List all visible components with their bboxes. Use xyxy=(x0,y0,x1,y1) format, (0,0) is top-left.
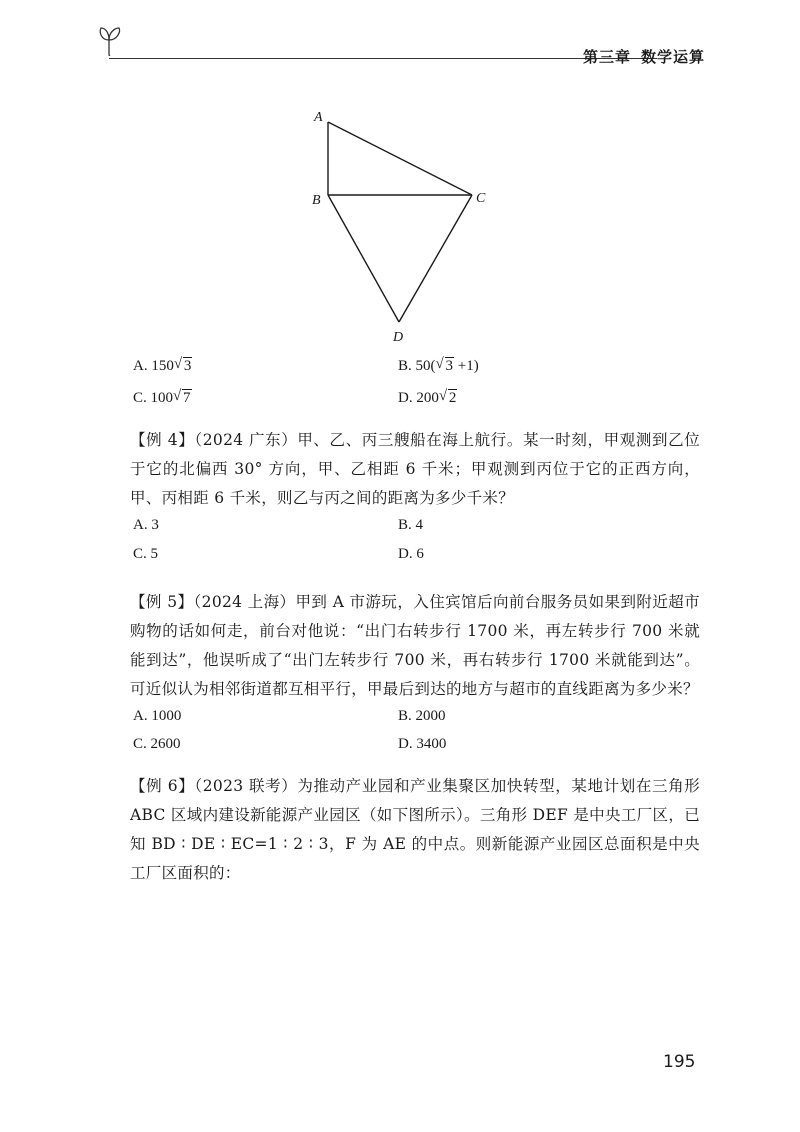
label-a: A xyxy=(314,110,323,125)
figure-lines xyxy=(328,122,472,322)
segment-ac xyxy=(328,122,472,195)
segment-cd xyxy=(399,195,472,322)
ex4-option-b: B. 4 xyxy=(398,517,424,533)
option-d-radicand: 2 xyxy=(448,390,457,406)
chapter-title: 数学运算 xyxy=(640,48,705,66)
page-header xyxy=(95,18,705,66)
example-6-tag: 【例 6】 xyxy=(130,777,195,795)
example-4-body: （2024 广东）甲、乙、丙三艘船在海上航行。某一时刻，甲观测到乙位于它的北偏西 30° 方向，甲、乙相距 6 千米；甲观测到丙位于它的正西方向，甲、丙相距 6 千米，则乙与丙之间的距离为多少千米？ xyxy=(130,431,700,507)
sprout-icon xyxy=(95,18,125,56)
page-number: 195 xyxy=(663,1052,696,1072)
example-6-body: （2023 联考）为推动产业园和产业集聚区加快转型，某地计划在三角形 ABC 区域内建设新能源产业园区（如下图所示）。三角形 DEF 是中央工厂区，已知 BD ∶ DE ∶ EC=1 ∶ 2 ∶ 3，F 为 AE 的中点。则新能源产业园区总面积是中央工厂区面积的： xyxy=(130,777,700,882)
chapter-heading xyxy=(573,46,705,67)
example-5-body: （2024 上海）甲到 A 市游玩，入住宾馆后向前台服务员如果到附近超市购物的话如何走，前台对他说：“出门右转步行 1700 米，再左转步行 700 米就能到达”，他误听成了“出门左转步行 700 米，再右转步行 1700 米就能到达”。可近似认为相邻街道都互相平行，甲最后到达的地方与超市的直线距离为多少米？ xyxy=(130,593,700,698)
ex5-option-b: B. 2000 xyxy=(398,708,446,724)
geometry-figure xyxy=(300,105,500,350)
ex5-option-a: A. 1000 xyxy=(133,708,182,724)
example-6-text xyxy=(130,772,700,888)
label-b: B xyxy=(312,193,321,208)
label-d: D xyxy=(393,330,404,345)
example-5-text xyxy=(130,588,700,704)
sqrt-symbol: √ 2 xyxy=(438,388,457,406)
option-c-radicand: 7 xyxy=(183,390,191,406)
ex5-option-d: D. 3400 xyxy=(398,736,447,752)
sqrt-symbol: √ 3 xyxy=(435,356,453,374)
label-c: C xyxy=(476,191,486,206)
option-b-suffix: +1) xyxy=(454,358,479,374)
segment-bd xyxy=(328,195,399,322)
option-a xyxy=(133,358,192,375)
sqrt-symbol: √ 3 xyxy=(173,356,192,374)
ex5-option-c: C. 2600 xyxy=(133,736,181,752)
chapter-number: 第三章 xyxy=(582,48,631,66)
option-c xyxy=(133,390,192,407)
option-c-prefix: C. 100 xyxy=(133,390,174,406)
option-a-prefix: A. 150 xyxy=(133,358,174,374)
option-b xyxy=(398,358,479,375)
sqrt-symbol: √ 7 xyxy=(173,388,191,406)
option-d xyxy=(398,390,457,407)
option-b-prefix: B. 50( xyxy=(398,358,436,374)
option-a-radicand: 3 xyxy=(183,358,192,374)
ex4-option-d: D. 6 xyxy=(398,546,424,562)
option-b-radicand: 3 xyxy=(445,358,453,374)
option-d-prefix: D. 200 xyxy=(398,390,439,406)
ex4-option-a: A. 3 xyxy=(133,517,159,533)
example-4-text xyxy=(130,426,700,513)
example-4-tag: 【例 4】 xyxy=(130,431,195,449)
ex4-option-c: C. 5 xyxy=(133,546,159,562)
example-5-tag: 【例 5】 xyxy=(130,593,194,611)
